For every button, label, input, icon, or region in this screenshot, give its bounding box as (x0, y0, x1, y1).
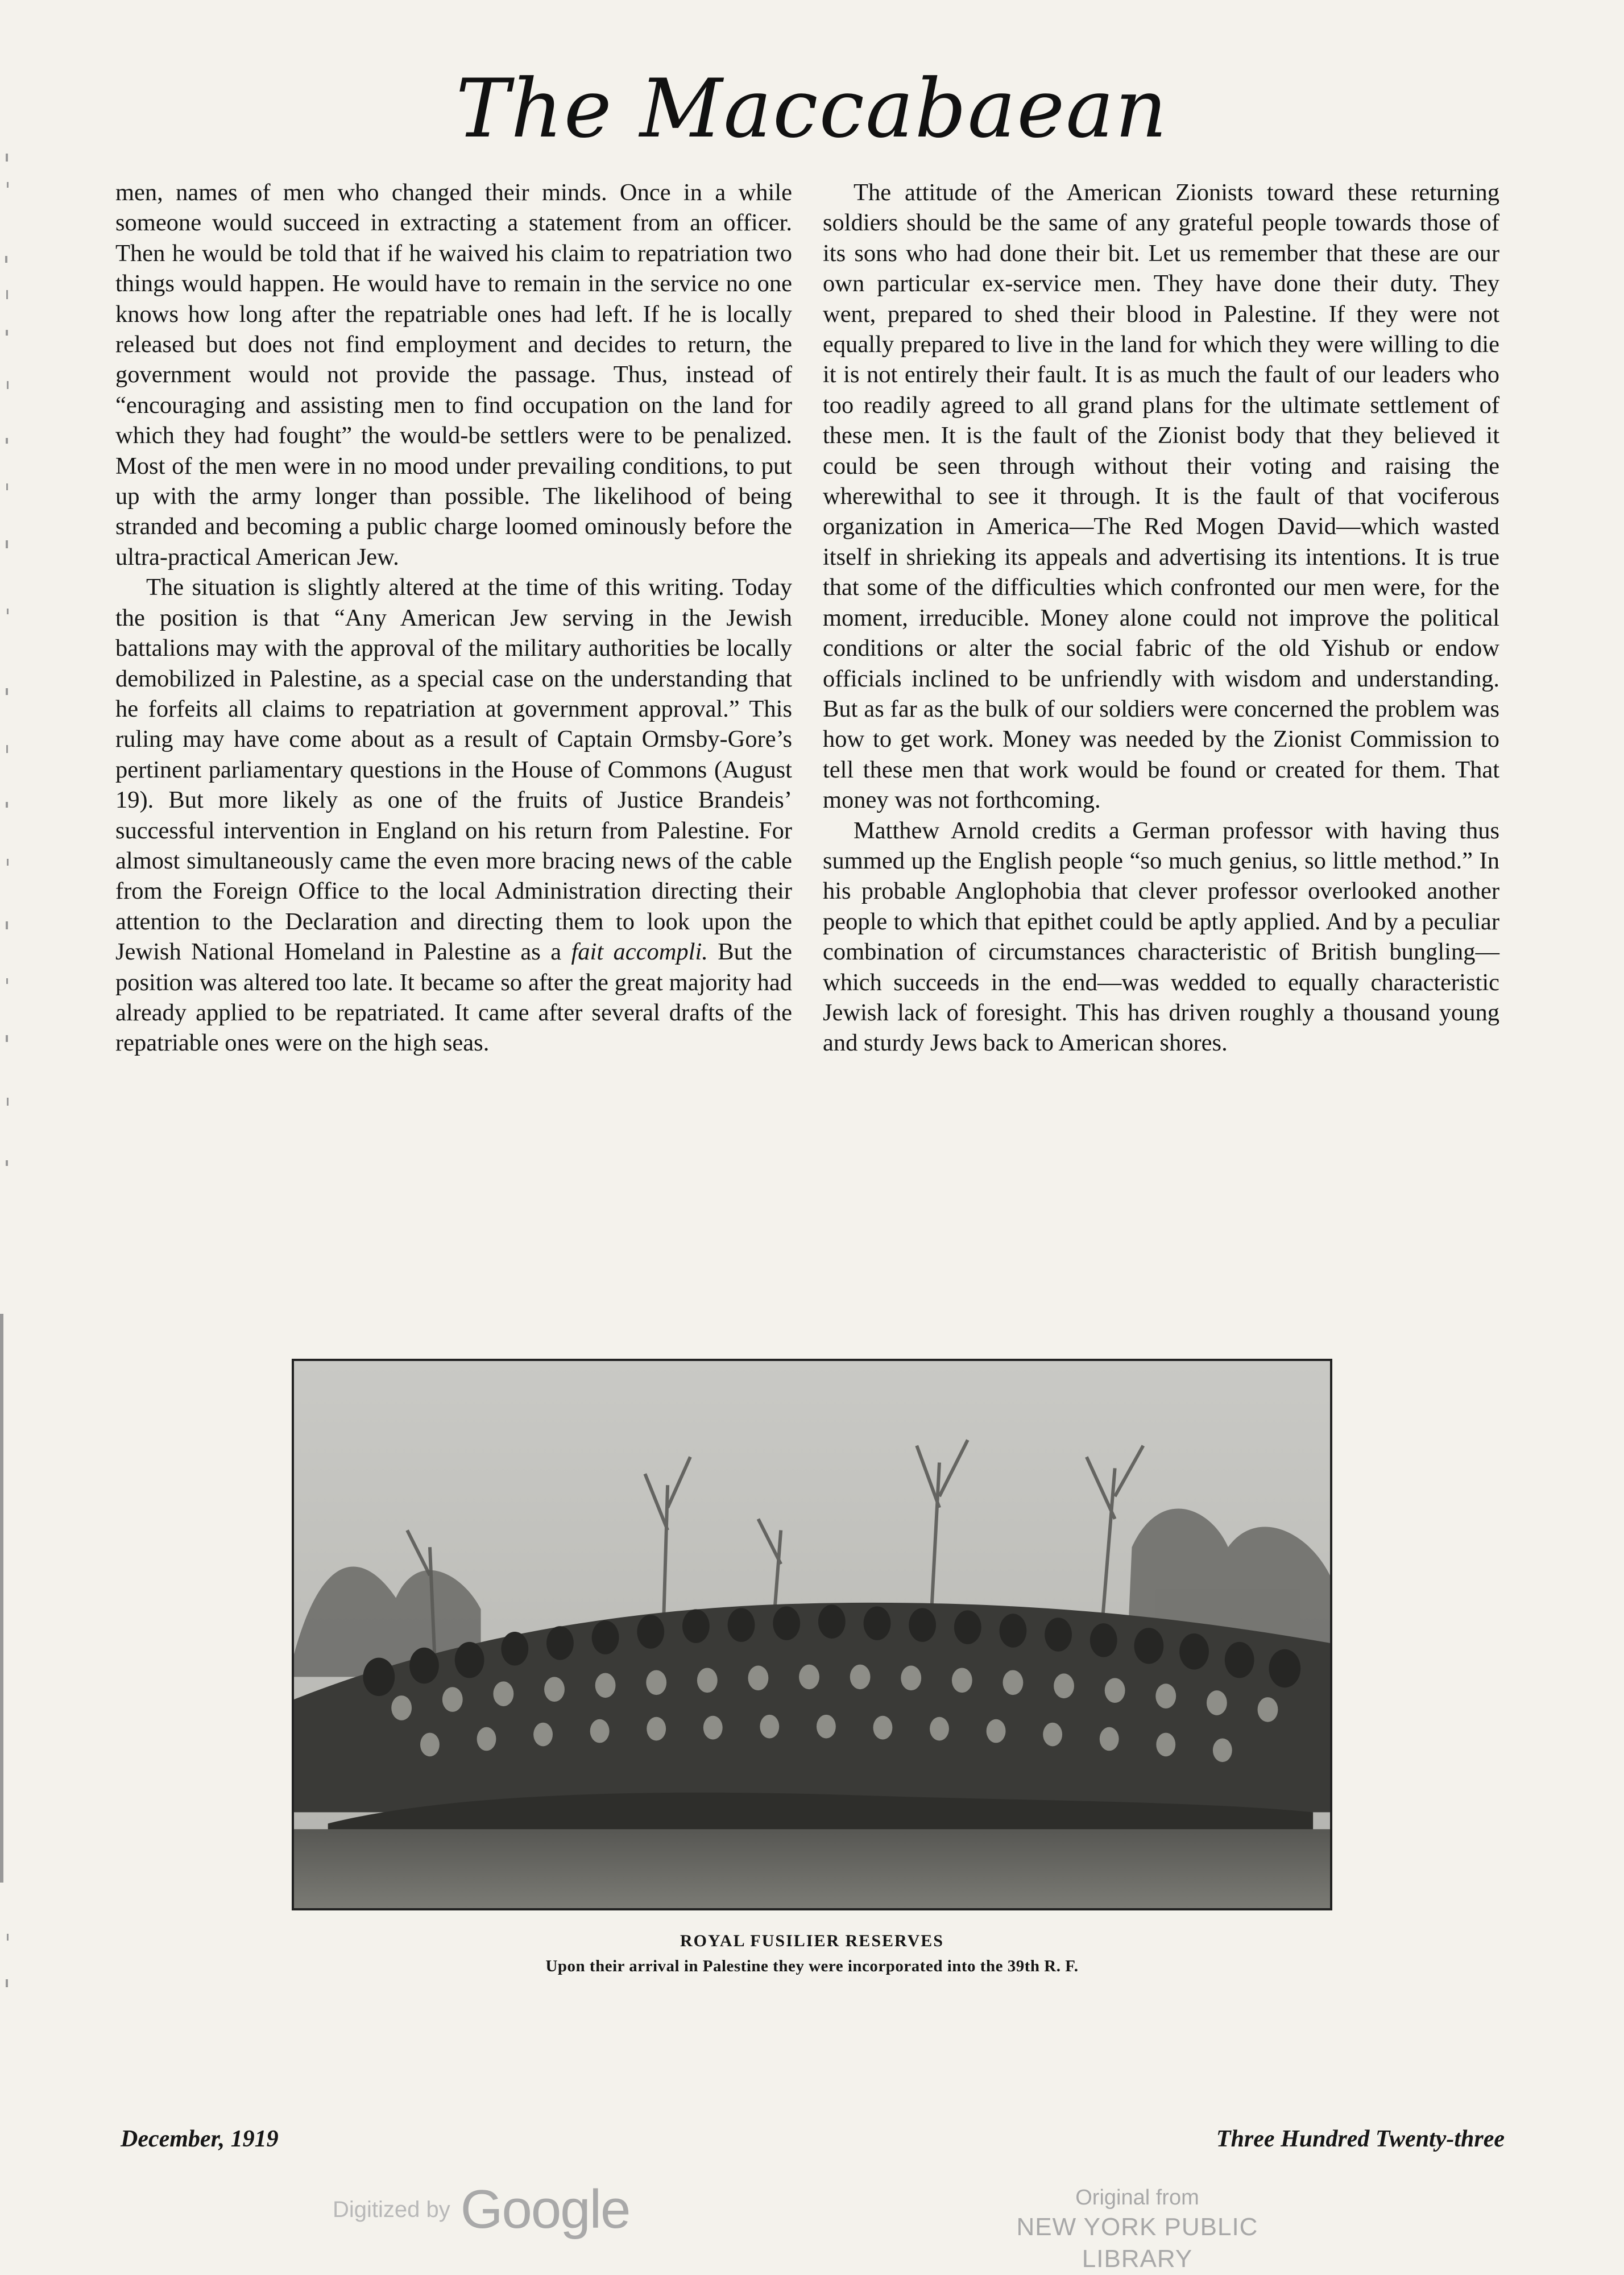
page-number: Three Hundred Twenty-three (1216, 2126, 1505, 2152)
masthead-title: The Maccabaean (455, 62, 1169, 156)
paragraph: The attitude of the American Zionists toward these returning soldiers should be the same of any grateful people towards those of its sons who had done their bit. Let us remember that these are our own particular ex-service men. They have done their duty. They went, prepared to shed their blood in Palestine. If they were not equally prepared to live in the land for which they were willing to die it is not entirely their fault. It is as much the fault of our leaders who too readily agreed to all grand plans for the ultimate settlement of these men. It is the fault of the Zionist body that they believed it could be seen through without their voting and raising the wherewithal to see it through. It is the fault of that vociferous organization in America—The Red Mogen David—which wasted itself in shrieking its appeals and advertising its intentions. It is true that some of the difficulties which confronted our men were, for the moment, irreducible. Money alone could not improve the political conditions or alter the social fabric of the old Yishub or endow officials inclined to be unfriendly with wisdom and understanding. But as far as the bulk of our soldiers were concerned the problem was how to get work. Money was needed by the Zionist Commission to tell these men that work would be found or created for them. That money was not forthcoming. (823, 179, 1499, 814)
google-logo: Google (460, 2179, 630, 2240)
library-watermark (967, 2184, 1308, 2275)
library-name: NEW YORK PUBLIC LIBRARY (1016, 2213, 1258, 2273)
scan-margin-artifacts (0, 142, 23, 2019)
group-photograph (292, 1359, 1332, 1910)
article-column-left (115, 177, 792, 1058)
issue-date: December, 1919 (121, 2126, 279, 2152)
italic-phrase: fait accompli. (571, 938, 708, 966)
photo-caption-title: ROYAL FUSILIER RESERVES (680, 1931, 944, 1950)
paragraph: Matthew Arnold credits a German professor with having thus summed up the English people “so much genius, so little method.” In his probable Anglophobia that clever professor overlooked another people to which that epithet could be aptly applied. And by a peculiar combination of circumstances characteristic of British bungling—which succeeds in the end—was wedded to equally characteristic Jewish lack of foresight. This has driven roughly a thousand young and sturdy Jews back to American shores. (823, 817, 1499, 1057)
paragraph-text: But the position was altered too late. It became so after the great majority had already applied to be repatriated. It came after several drafts of the repatriable ones were on the high seas. (115, 938, 792, 1057)
article-column-right (823, 177, 1499, 1058)
original-from-label: Original from (1075, 2186, 1199, 2210)
paragraph-text: The situation is slightly altered at the time of this writing. Today the position is that “Any American Jew serving in the Jewish battalions may with the approval of the military authorities be locally demobilized in Palestine, as a special case on the understanding that he forfeits all claims to repatriation at government approval.” This ruling may have come about as a result of Captain Ormsby-Gore’s pertinent parliamentary questions in the House of Commons (August 19). But more likely as one of the fruits of Justice Brandeis’ successful intervention in England on his return from Palestine. For almost simultaneously came the even more bracing news of the cable from the Foreign Office to the local Administration directing their attention to the Declaration and directing them to look upon the Jewish National Homeland in Palestine as a (115, 574, 792, 966)
digitized-label: Digitized by (333, 2197, 450, 2222)
group-photograph-image (294, 1361, 1330, 1908)
photo-caption-subtitle: Upon their arrival in Palestine they were incorporated into the 39th R. F. (545, 1957, 1079, 1975)
digitized-by-watermark (333, 2181, 629, 2238)
paragraph (115, 572, 792, 1058)
paragraph: men, names of men who changed their minds. Once in a while someone would succeed in extracting a statement from an officer. Then he would be told that if he waived his claim to repatriation two things would happen. He would have to remain in the service no one knows how long after the repatriable ones had left. If he is locally released but does not find employment and decides to return, the government would not provide the passage. Thus, instead of “encouraging and assisting men to find occupation on the land for which they had fought” the would-be settlers were to be penalized. Most of the men were in no mood under prevailing conditions, to put up with the army longer than possible. The likelihood of being stranded and becoming a public charge loomed ominously before the ultra-practical American Jew. (115, 179, 792, 570)
